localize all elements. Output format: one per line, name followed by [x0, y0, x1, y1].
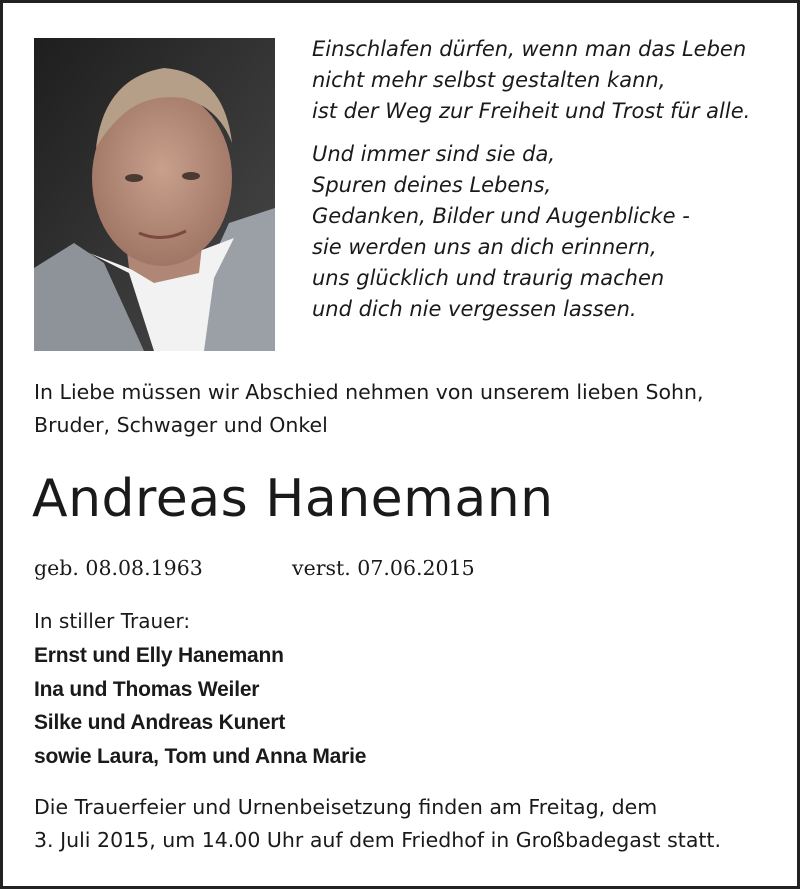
poem-line: Und immer sind sie da, [312, 142, 555, 166]
portrait-photo [34, 38, 275, 351]
poem-line: uns glücklich und traurig machen [312, 266, 665, 290]
mourner-name: sowie Laura, Tom und Anna Marie [34, 744, 367, 768]
intro-line: In Liebe müssen wir Abschied nehmen von unserem lieben Sohn, [34, 380, 704, 404]
life-dates [34, 553, 475, 583]
mourner-name: Ernst und Elly Hanemann [34, 644, 284, 667]
poem [312, 34, 782, 325]
poem-line: nicht mehr selbst gestalten kann, [312, 68, 666, 92]
poem-line: sie werden uns an dich erinnern, [312, 235, 657, 259]
mourners-heading: In stiller Trauer: [34, 609, 191, 633]
poem-stanza-1 [312, 34, 782, 127]
mourners-list [34, 639, 366, 773]
poem-line: Spuren deines Lebens, [312, 173, 552, 197]
poem-line: Einschlafen dürfen, wenn man das Leben [312, 37, 747, 61]
ceremony-line: Die Trauerfeier und Urnenbeisetzung finden am Freitag, dem [34, 795, 658, 819]
poem-stanza-2 [312, 139, 782, 325]
ceremony-notice [34, 791, 774, 857]
poem-line: und dich nie vergessen lassen. [312, 297, 637, 321]
birth-date: geb. 08.08.1963 [34, 556, 203, 580]
ceremony-line: 3. Juli 2015, um 14.00 Uhr auf dem Friedhof in Großbadegast statt. [34, 828, 721, 852]
intro-line: Bruder, Schwager und Onkel [34, 413, 328, 437]
poem-line: Gedanken, Bilder und Augenblicke - [312, 204, 690, 228]
poem-line: ist der Weg zur Freiheit und Trost für alle. [312, 99, 751, 123]
deceased-name: Andreas Hanemann [32, 469, 554, 529]
mourner-name: Ina und Thomas Weiler [34, 677, 260, 701]
mourner-name: Silke und Andreas Kunert [34, 711, 286, 734]
farewell-intro [34, 376, 774, 442]
death-date: verst. 07.06.2015 [292, 556, 475, 580]
